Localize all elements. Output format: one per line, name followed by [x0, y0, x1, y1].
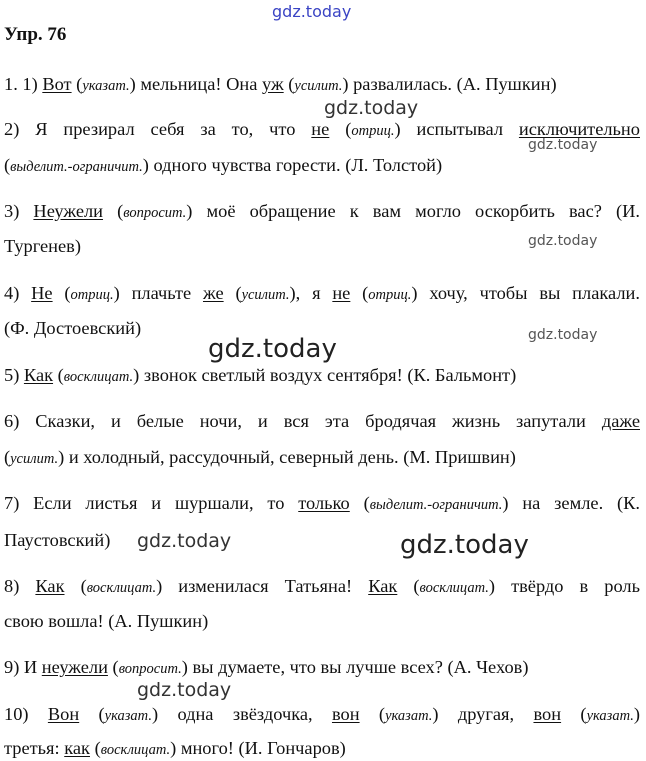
watermark: gdz.today — [137, 530, 232, 552]
text-segment: ) мельница! Она — [129, 74, 262, 94]
particle-word: вон — [331, 704, 360, 724]
text-line — [4, 703, 640, 727]
watermark: gdz.today — [528, 233, 598, 249]
text-line — [4, 446, 640, 470]
text-segment: (Ф. Достоевский) — [4, 318, 142, 338]
particle-category: отриц. — [368, 287, 412, 303]
text-segment: ) развалилась. (А. Пушкин) — [342, 74, 557, 94]
text-segment: ( — [349, 493, 370, 513]
text-segment: ) и холодный, рассудочный, северный день. (М. Пришвин) — [58, 447, 516, 467]
text-segment: ( — [561, 704, 587, 724]
text-line — [4, 610, 640, 632]
particle-category: указат. — [385, 708, 433, 724]
text-segment: ( — [4, 447, 11, 467]
particle-word: Вон — [47, 704, 80, 724]
particle-category: восклицат. — [419, 580, 489, 596]
text-segment: ( — [107, 657, 119, 677]
text-segment: ) плачьте — [113, 283, 203, 303]
particle-category: указат. — [82, 78, 130, 94]
text-line — [4, 575, 640, 599]
particle-word: Как — [368, 576, 398, 596]
text-segment: 6) Сказки, и белые ночи, и вся эта бродячая жизнь запутали — [4, 411, 602, 431]
text-segment: ( — [52, 283, 71, 303]
text-segment: ( — [283, 74, 295, 94]
particle-word: не — [311, 119, 330, 139]
text-segment: свою вошла! (А. Пушкин) — [4, 611, 209, 631]
text-segment: ) испытывал — [394, 119, 519, 139]
text-segment: ( — [71, 74, 83, 94]
text-segment: 2) Я презирал себя за то, что — [4, 119, 312, 139]
particle-category: отриц. — [351, 123, 395, 139]
particle-word: вон — [533, 704, 562, 724]
particle-word: исключительно — [518, 119, 640, 139]
text-segment: ) твёрдо в роль — [488, 576, 640, 596]
text-line — [4, 282, 640, 306]
text-segment: ) хочу, чтобы вы плакали. — [411, 283, 640, 303]
text-segment: ) одного чувства горести. (Л. Толстой) — [142, 155, 443, 175]
text-line — [4, 410, 640, 432]
particle-word: Вот — [42, 74, 72, 94]
text-segment: ) моё обращение к вам могло оскорбить вас? (И. — [186, 201, 640, 221]
particle-word: же — [202, 283, 224, 303]
particle-category: выделит.-ограничит. — [369, 497, 503, 513]
particle-category: усилит. — [294, 78, 343, 94]
text-segment: 7) Если листья и шуршали, то — [4, 493, 299, 513]
particle-word: даже — [601, 411, 640, 431]
particle-word: не — [332, 283, 351, 303]
text-segment: 3) — [4, 201, 34, 221]
text-segment: третья: — [4, 738, 65, 758]
text-segment: ( — [329, 119, 352, 139]
text-segment: ) вы думаете, что вы лучше всех? (А. Чехов) — [181, 657, 529, 677]
particle-category: выделит.-ограничит. — [10, 159, 143, 175]
particle-category: усилит. — [241, 287, 290, 303]
watermark-top: gdz.today — [272, 2, 352, 21]
particle-word: уж — [262, 74, 284, 94]
watermark: gdz.today — [528, 327, 598, 343]
text-segment: 10) — [4, 704, 48, 724]
text-line — [4, 492, 640, 516]
particle-category: указат. — [104, 708, 152, 724]
text-segment: ) изменилася Татьяна! — [156, 576, 369, 596]
particle-category: отриц. — [70, 287, 114, 303]
watermark: gdz.today — [324, 97, 419, 119]
particle-word: как — [64, 738, 90, 758]
text-segment: ( — [89, 738, 101, 758]
text-line — [4, 656, 640, 680]
text-line — [4, 154, 640, 178]
particle-word: Неужели — [33, 201, 104, 221]
text-segment: ) на земле. (К. — [502, 493, 640, 513]
particle-word: Как — [23, 365, 54, 385]
text-segment: ( — [359, 704, 386, 724]
particle-category: восклицат. — [63, 369, 134, 385]
particle-category: вопросит. — [118, 661, 182, 677]
particle-category: усилит. — [10, 451, 59, 467]
text-segment: ( — [64, 576, 87, 596]
particle-word: Как — [35, 576, 65, 596]
text-segment: ) — [633, 704, 640, 724]
text-segment: ) звонок светлый воздух сентября! (К. Бальмонт) — [133, 365, 517, 385]
watermark: gdz.today — [400, 530, 529, 560]
text-segment: ) одна звёздочка, — [151, 704, 332, 724]
text-segment: ( — [223, 283, 242, 303]
text-segment: 8) — [4, 576, 36, 596]
text-segment: ( — [350, 283, 369, 303]
text-segment: ( — [397, 576, 420, 596]
watermark: gdz.today — [208, 334, 337, 364]
particle-word: Не — [31, 283, 53, 303]
text-segment: ( — [79, 704, 105, 724]
particle-word: только — [298, 493, 350, 513]
particle-category: восклицат. — [100, 742, 171, 758]
text-segment: 9) И — [4, 657, 42, 677]
text-line — [4, 529, 640, 551]
text-line — [4, 737, 640, 761]
watermark: gdz.today — [528, 137, 598, 153]
text-segment: Паустовский) — [4, 530, 111, 550]
text-line — [4, 200, 640, 224]
text-segment: Тургенев) — [4, 236, 81, 256]
text-line — [4, 364, 640, 388]
exercise-title: Упр. 76 — [4, 24, 67, 45]
text-segment: ) другая, — [432, 704, 534, 724]
text-segment: ( — [4, 155, 11, 175]
particle-category: восклицат. — [86, 580, 157, 596]
text-segment: ( — [103, 201, 124, 221]
particle-word: неужели — [41, 657, 108, 677]
text-segment: ), я — [289, 283, 333, 303]
text-line — [4, 73, 640, 97]
text-segment: 1. 1) — [4, 74, 43, 94]
text-segment: 5) — [4, 365, 24, 385]
particle-category: вопросит. — [123, 205, 187, 221]
particle-category: указат. — [586, 708, 634, 724]
text-segment: ( — [53, 365, 64, 385]
text-segment: ) много! (И. Гончаров) — [170, 738, 346, 758]
watermark: gdz.today — [137, 679, 232, 701]
text-segment: 4) — [4, 283, 32, 303]
